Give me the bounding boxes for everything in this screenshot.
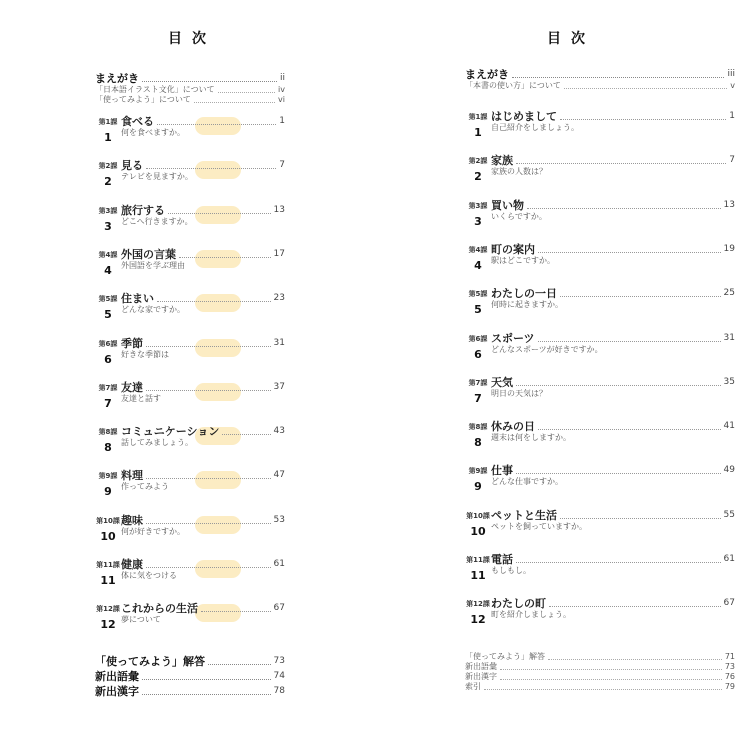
lesson-entry[interactable]	[95, 292, 285, 332]
back-item[interactable]: 新出漢字 78	[95, 685, 285, 698]
lesson-page: 13	[273, 204, 285, 215]
lesson-number: 第5課 5	[468, 290, 488, 317]
lesson-page: 19	[723, 243, 735, 254]
lesson-number: 第2課 2	[468, 157, 488, 184]
lesson-number: 第3課 3	[98, 206, 118, 233]
lesson-number: 第8課 8	[468, 423, 488, 450]
front-matter	[95, 72, 285, 105]
lesson-number: 第1課 1	[98, 118, 118, 144]
lesson-note: 何を食べますか。	[121, 128, 185, 137]
lesson-body	[121, 381, 285, 404]
lesson-entry[interactable]	[95, 558, 285, 598]
lesson-note: 何が好きですか。	[121, 526, 185, 536]
lesson-body	[491, 154, 735, 177]
lesson-page: 49	[723, 465, 735, 476]
lesson-entry[interactable]	[95, 514, 285, 554]
lesson-title: はじめまして 1	[491, 110, 735, 123]
lesson-body	[121, 248, 285, 271]
lesson-page: 61	[273, 559, 285, 569]
lesson-body	[491, 332, 735, 355]
lesson-title: 外国の言葉 17	[121, 247, 285, 261]
lesson-title: スポーツ 31	[491, 331, 735, 345]
lesson-page: 55	[723, 509, 735, 520]
lesson-entry[interactable]	[465, 287, 735, 327]
lesson-title: コミュニケーション 43	[121, 425, 285, 439]
lesson-body	[121, 469, 285, 492]
lesson-title: 料理 47	[121, 469, 285, 483]
lesson-number: 第9課 9	[98, 472, 118, 499]
lesson-body	[491, 464, 735, 487]
lesson-page: 67	[723, 598, 735, 609]
lesson-note: 駅はどこですか。	[491, 255, 555, 265]
back-item[interactable]: 索引 79	[465, 682, 735, 691]
lesson-body	[121, 204, 285, 227]
lesson-note: 作ってみよう	[121, 482, 169, 492]
lesson-body	[491, 509, 735, 532]
lesson-title: 趣味 53	[121, 513, 285, 527]
lesson-page: 61	[723, 554, 735, 564]
right-page	[375, 0, 750, 750]
lesson-title: 天気 35	[491, 375, 735, 389]
back-matter	[95, 655, 285, 698]
lesson-title: 仕事 49	[491, 464, 735, 478]
lesson-number: 第12課 12	[96, 605, 120, 632]
lesson-title: 電話 61	[491, 553, 735, 566]
lesson-number: 第1課 1	[468, 113, 488, 139]
lesson-title: 旅行する 13	[121, 203, 285, 217]
lesson-note: どんなスポーツが好きですか。	[491, 344, 603, 354]
lesson-page: 25	[723, 288, 735, 299]
lesson-entry[interactable]	[465, 553, 735, 593]
lesson-body	[121, 159, 285, 182]
lesson-title: 食べる 1	[121, 115, 285, 128]
front-item[interactable]: 「使ってみよう」について vi	[95, 95, 285, 104]
lesson-title: わたしの町 67	[491, 597, 735, 611]
lesson-entry[interactable]	[95, 204, 285, 244]
lesson-note: 夢について	[121, 615, 161, 625]
lesson-title: 休みの日 41	[491, 420, 735, 434]
back-matter	[465, 652, 735, 692]
page-title: 目次	[547, 31, 595, 47]
lesson-title: 町の案内 19	[491, 242, 735, 256]
lesson-note: ペットを飼っていますか。	[491, 521, 587, 531]
lesson-entry[interactable]	[95, 425, 285, 465]
front-item-preface[interactable]: まえがき ii	[95, 72, 285, 85]
lesson-number: 第12課 12	[466, 600, 490, 627]
lesson-number: 第5課 5	[98, 295, 118, 322]
lesson-body	[121, 558, 285, 581]
lesson-title: 季節 31	[121, 336, 285, 350]
lesson-body	[491, 199, 735, 222]
lesson-page: 37	[273, 381, 285, 392]
lesson-entry[interactable]	[465, 199, 735, 239]
lesson-note: 町を紹介しましょう。	[491, 610, 571, 620]
lesson-entry[interactable]	[465, 110, 735, 150]
lesson-page: 1	[729, 111, 735, 121]
lesson-page: 67	[273, 603, 285, 614]
lesson-note: 体に気をつける	[121, 571, 177, 580]
lesson-entry[interactable]	[465, 376, 735, 416]
lesson-page: 23	[273, 293, 285, 304]
lesson-body	[491, 243, 735, 266]
back-item[interactable]: 新出語彙 73	[465, 662, 735, 671]
lesson-entry[interactable]	[465, 332, 735, 372]
lesson-number: 第7課 7	[468, 378, 488, 405]
front-item[interactable]: 「本書の使い方」について v	[465, 81, 735, 90]
back-item[interactable]: 「使ってみよう」解答 73	[95, 655, 285, 668]
lesson-number: 第8課 8	[98, 428, 118, 455]
lesson-note: 週末は何をしますか。	[491, 433, 571, 443]
lesson-page: 7	[279, 160, 285, 171]
page-title: 目次	[168, 31, 216, 47]
lesson-entry[interactable]	[465, 154, 735, 194]
back-item[interactable]: 新出語彙 74	[95, 670, 285, 683]
lesson-number: 第6課 6	[98, 339, 118, 366]
lesson-body	[491, 287, 735, 310]
lesson-body	[491, 420, 735, 443]
lesson-entry[interactable]	[465, 420, 735, 460]
lesson-title: 見る 7	[121, 159, 285, 173]
lesson-number: 第4課 4	[98, 250, 118, 277]
lesson-entry[interactable]	[465, 597, 735, 637]
lesson-number: 第3課 3	[468, 201, 488, 228]
lesson-title: 友達 37	[121, 380, 285, 394]
lesson-number: 第4課 4	[468, 245, 488, 272]
lesson-page: 31	[273, 337, 285, 348]
lesson-body	[121, 425, 285, 448]
lesson-page: 7	[729, 155, 735, 166]
lesson-note: どんな家ですか。	[121, 305, 185, 315]
lesson-note: どんな仕事ですか。	[491, 477, 563, 487]
lesson-title: ペットと生活 55	[491, 508, 735, 522]
lesson-body	[491, 376, 735, 399]
lesson-number: 第11課 11	[96, 561, 120, 587]
lesson-body	[121, 602, 285, 625]
front-item[interactable]: 「日本語イラスト文化」について iv	[95, 85, 285, 94]
lesson-page: 31	[723, 332, 735, 343]
lesson-number: 第11課 11	[466, 556, 490, 582]
front-item-preface[interactable]: まえがき iii	[465, 68, 735, 81]
lesson-note: 話してみましょう。	[121, 438, 193, 448]
lesson-body	[491, 597, 735, 620]
lesson-page: 43	[273, 426, 285, 437]
lesson-body	[121, 514, 285, 537]
lesson-body	[491, 110, 735, 133]
back-item[interactable]: 「使ってみよう」解答 71	[465, 652, 735, 661]
lesson-body	[121, 292, 285, 315]
lesson-page: 17	[273, 248, 285, 259]
lesson-body	[121, 337, 285, 360]
lesson-note: 友達と話す	[121, 393, 161, 403]
lesson-entry[interactable]	[95, 159, 285, 199]
lesson-title: 住まい 23	[121, 292, 285, 306]
lesson-page: 53	[273, 514, 285, 525]
lesson-note: 自己紹介をしましょう。	[491, 123, 579, 132]
lesson-number: 第2課 2	[98, 162, 118, 189]
lesson-entry[interactable]	[465, 243, 735, 283]
lesson-entry[interactable]	[95, 602, 285, 642]
front-matter	[465, 68, 735, 91]
lesson-title: これからの生活 67	[121, 602, 285, 616]
lesson-entry[interactable]	[95, 469, 285, 509]
lesson-title: 買い物 13	[491, 198, 735, 212]
lesson-note: 何時に起きますか。	[491, 300, 563, 310]
lesson-page: 13	[723, 199, 735, 210]
lesson-title: 家族 7	[491, 154, 735, 168]
lesson-body	[121, 115, 285, 138]
lesson-page: 1	[279, 116, 285, 126]
lesson-note: 好きな季節は	[121, 349, 169, 359]
lesson-title: 健康 61	[121, 558, 285, 571]
lesson-entry[interactable]	[95, 248, 285, 288]
lesson-page: 35	[723, 376, 735, 387]
lesson-entry[interactable]	[95, 115, 285, 155]
lesson-entry[interactable]	[465, 509, 735, 549]
lesson-number: 第10課 10	[466, 511, 490, 538]
lesson-note: どこへ行きますか。	[121, 216, 193, 226]
lesson-body	[491, 553, 735, 576]
lesson-entry[interactable]	[95, 381, 285, 421]
lesson-entry[interactable]	[465, 464, 735, 504]
lesson-number: 第7課 7	[98, 383, 118, 410]
lesson-page: 41	[723, 421, 735, 432]
lesson-entry[interactable]	[95, 337, 285, 377]
lesson-number: 第9課 9	[468, 467, 488, 494]
lesson-page: 47	[273, 470, 285, 481]
lesson-number: 第10課 10	[96, 516, 120, 543]
lesson-note: 家族の人数は？	[491, 167, 547, 177]
back-item[interactable]: 新出漢字 76	[465, 672, 735, 681]
lesson-note: 明日の天気は？	[491, 388, 547, 398]
lesson-note: もしもし。	[491, 566, 531, 575]
lesson-note: いくらですか。	[491, 211, 547, 221]
lesson-number: 第6課 6	[468, 334, 488, 361]
lesson-note: 外国語を学ぶ理由	[121, 260, 185, 270]
lesson-title: わたしの一日 25	[491, 287, 735, 301]
lesson-note: テレビを見ますか。	[121, 172, 193, 182]
